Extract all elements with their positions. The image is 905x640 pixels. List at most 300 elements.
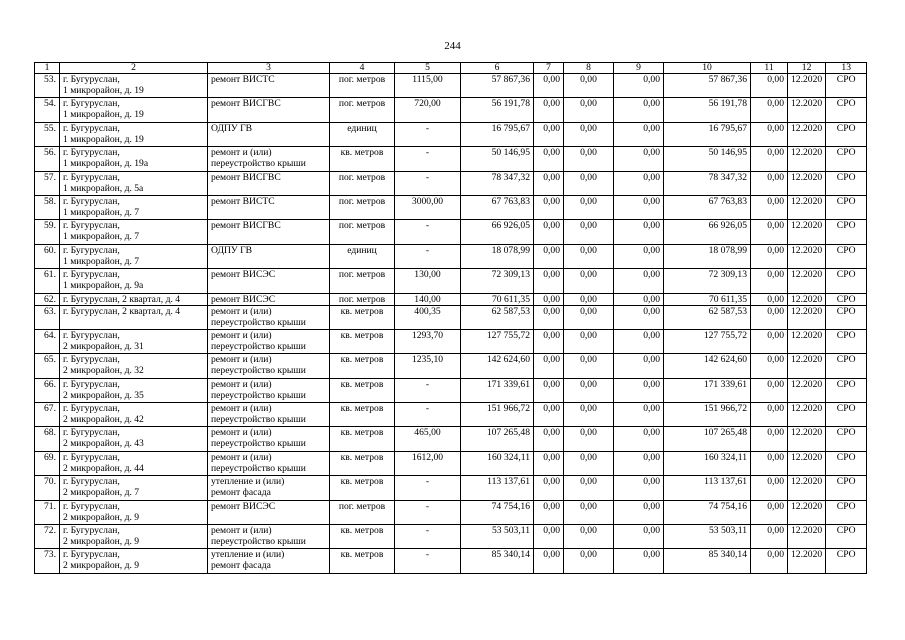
funding-source-cell: СРО xyxy=(826,147,867,171)
funding-source-cell: СРО xyxy=(826,74,867,98)
repair-schedule-table xyxy=(34,62,867,574)
table-row xyxy=(35,378,867,402)
completion-date-cell: 12.2020 xyxy=(788,269,826,293)
work-type-line: переустройство крыши xyxy=(211,316,306,328)
address-line: 2 микрорайон, д. 35 xyxy=(63,389,144,401)
funding-source-cell: СРО xyxy=(826,403,867,427)
column-10-cell: 66 926,05 xyxy=(664,220,751,244)
table-row xyxy=(35,476,867,500)
column-10-cell: 56 191,78 xyxy=(664,98,751,122)
address-cell xyxy=(60,354,208,378)
column-8-cell: 0,00 xyxy=(564,220,614,244)
table-row xyxy=(35,171,867,195)
row-number-cell: 63. xyxy=(35,305,60,329)
column-11-cell: 0,00 xyxy=(751,74,788,98)
table-row xyxy=(35,220,867,244)
total-cost-cell: 142 624,60 xyxy=(461,354,534,378)
funding-source-cell: СРО xyxy=(826,427,867,451)
total-cost-cell: 57 867,36 xyxy=(461,74,534,98)
column-10-cell: 18 078,99 xyxy=(664,244,751,268)
table-row xyxy=(35,122,867,146)
work-type-line: утепление и (или) xyxy=(211,476,285,488)
total-cost-cell: 70 611,35 xyxy=(461,293,534,305)
column-8-cell: 0,00 xyxy=(564,147,614,171)
row-number-cell: 58. xyxy=(35,195,60,219)
completion-date-cell: 12.2020 xyxy=(788,147,826,171)
work-type-line: переустройство крыши xyxy=(211,158,306,170)
address-line: г. Бугуруслан, xyxy=(63,122,120,134)
completion-date-cell: 12.2020 xyxy=(788,195,826,219)
total-cost-cell: 62 587,53 xyxy=(461,305,534,329)
unit-cell: кв. метров xyxy=(330,354,395,378)
address-line: 2 микрорайон, д. 31 xyxy=(63,340,144,352)
column-7-cell: 0,00 xyxy=(534,293,564,305)
funding-source-cell: СРО xyxy=(826,269,867,293)
work-type-line: переустройство крыши xyxy=(211,414,306,426)
row-number-cell: 56. xyxy=(35,147,60,171)
work-type-line: ремонт и (или) xyxy=(211,403,272,415)
column-10-cell: 72 309,13 xyxy=(664,269,751,293)
address-line: г. Бугуруслан, xyxy=(63,269,120,281)
work-type-line: ремонт и (или) xyxy=(211,378,272,390)
column-10-cell: 53 503,11 xyxy=(664,525,751,549)
column-8-cell: 0,00 xyxy=(564,74,614,98)
completion-date-cell: 12.2020 xyxy=(788,525,826,549)
unit-cell: пог. метров xyxy=(330,269,395,293)
volume-cell: 130,00 xyxy=(395,269,461,293)
total-cost-cell: 160 324,11 xyxy=(461,451,534,475)
table-row xyxy=(35,354,867,378)
address-cell xyxy=(60,293,208,305)
work-type-line: утепление и (или) xyxy=(211,549,285,561)
work-type-cell xyxy=(208,403,330,427)
completion-date-cell: 12.2020 xyxy=(788,74,826,98)
column-10-cell: 151 966,72 xyxy=(664,403,751,427)
completion-date-cell: 12.2020 xyxy=(788,122,826,146)
work-type-cell xyxy=(208,378,330,402)
work-type-cell xyxy=(208,525,330,549)
work-type-line: ремонт ВИСЭС xyxy=(211,500,276,512)
address-line: г. Бугуруслан, xyxy=(63,476,120,488)
column-8-cell: 0,00 xyxy=(564,305,614,329)
column-11-cell: 0,00 xyxy=(751,195,788,219)
unit-cell: кв. метров xyxy=(330,378,395,402)
column-number-7: 7 xyxy=(534,63,564,74)
total-cost-cell: 151 966,72 xyxy=(461,403,534,427)
address-cell xyxy=(60,269,208,293)
completion-date-cell: 12.2020 xyxy=(788,244,826,268)
volume-cell: - xyxy=(395,220,461,244)
column-8-cell: 0,00 xyxy=(564,171,614,195)
work-type-cell xyxy=(208,329,330,353)
volume-cell: - xyxy=(395,147,461,171)
column-9-cell: 0,00 xyxy=(614,427,664,451)
row-number-cell: 60. xyxy=(35,244,60,268)
unit-cell: кв. метров xyxy=(330,329,395,353)
column-number-2: 2 xyxy=(60,63,208,74)
column-number-6: 6 xyxy=(461,63,534,74)
column-8-cell: 0,00 xyxy=(564,98,614,122)
table-row xyxy=(35,269,867,293)
unit-cell: пог. метров xyxy=(330,293,395,305)
volume-cell: - xyxy=(395,525,461,549)
completion-date-cell: 12.2020 xyxy=(788,427,826,451)
address-cell xyxy=(60,427,208,451)
completion-date-cell: 12.2020 xyxy=(788,476,826,500)
work-type-line: ремонт и (или) xyxy=(211,451,272,463)
work-type-line: переустройство крыши xyxy=(211,536,306,548)
column-8-cell: 0,00 xyxy=(564,293,614,305)
work-type-line: ремонт и (или) xyxy=(211,147,272,159)
column-8-cell: 0,00 xyxy=(564,354,614,378)
column-9-cell: 0,00 xyxy=(614,269,664,293)
volume-cell: 720,00 xyxy=(395,98,461,122)
address-cell xyxy=(60,305,208,329)
row-number-cell: 54. xyxy=(35,98,60,122)
column-7-cell: 0,00 xyxy=(534,305,564,329)
volume-cell: 1612,00 xyxy=(395,451,461,475)
unit-cell: кв. метров xyxy=(330,403,395,427)
column-7-cell: 0,00 xyxy=(534,220,564,244)
work-type-cell xyxy=(208,147,330,171)
work-type-line: ремонт и (или) xyxy=(211,525,272,537)
unit-cell: пог. метров xyxy=(330,98,395,122)
column-8-cell: 0,00 xyxy=(564,476,614,500)
work-type-line: ОДПУ ГВ xyxy=(211,122,253,134)
work-type-line: ремонт и (или) xyxy=(211,329,272,341)
address-line: 2 микрорайон, д. 44 xyxy=(63,462,144,474)
column-7-cell: 0,00 xyxy=(534,354,564,378)
address-line: 1 микрорайон, д. 19 xyxy=(63,109,144,121)
row-number-cell: 62. xyxy=(35,293,60,305)
address-line: 1 микрорайон, д. 19а xyxy=(63,158,149,170)
column-number-8: 8 xyxy=(564,63,614,74)
funding-source-cell: СРО xyxy=(826,525,867,549)
column-9-cell: 0,00 xyxy=(614,305,664,329)
column-8-cell: 0,00 xyxy=(564,403,614,427)
work-type-line: ремонт ВИСГВС xyxy=(211,98,281,110)
address-cell xyxy=(60,476,208,500)
work-type-line: ремонт ВИСТС xyxy=(211,195,275,207)
total-cost-cell: 16 795,67 xyxy=(461,122,534,146)
column-7-cell: 0,00 xyxy=(534,549,564,573)
address-cell xyxy=(60,329,208,353)
row-number-cell: 67. xyxy=(35,403,60,427)
row-number-cell: 64. xyxy=(35,329,60,353)
column-9-cell: 0,00 xyxy=(614,220,664,244)
total-cost-cell: 113 137,61 xyxy=(461,476,534,500)
funding-source-cell: СРО xyxy=(826,98,867,122)
column-10-cell: 16 795,67 xyxy=(664,122,751,146)
column-7-cell: 0,00 xyxy=(534,171,564,195)
column-10-cell: 107 265,48 xyxy=(664,427,751,451)
volume-cell: - xyxy=(395,122,461,146)
work-type-line: ремонт ВИСГВС xyxy=(211,171,281,183)
table-row xyxy=(35,329,867,353)
unit-cell: пог. метров xyxy=(330,500,395,524)
column-9-cell: 0,00 xyxy=(614,354,664,378)
column-8-cell: 0,00 xyxy=(564,378,614,402)
column-11-cell: 0,00 xyxy=(751,269,788,293)
address-cell xyxy=(60,195,208,219)
column-10-cell: 85 340,14 xyxy=(664,549,751,573)
funding-source-cell: СРО xyxy=(826,549,867,573)
column-7-cell: 0,00 xyxy=(534,329,564,353)
row-number-cell: 55. xyxy=(35,122,60,146)
work-type-line: ремонт ВИСТС xyxy=(211,74,275,85)
address-line: 2 микрорайон, д. 32 xyxy=(63,365,144,377)
column-11-cell: 0,00 xyxy=(751,427,788,451)
table-row xyxy=(35,305,867,329)
column-7-cell: 0,00 xyxy=(534,147,564,171)
funding-source-cell: СРО xyxy=(826,500,867,524)
volume-cell: - xyxy=(395,549,461,573)
volume-cell: - xyxy=(395,500,461,524)
work-type-cell xyxy=(208,500,330,524)
column-10-cell: 50 146,95 xyxy=(664,147,751,171)
column-8-cell: 0,00 xyxy=(564,329,614,353)
address-cell xyxy=(60,500,208,524)
table-body xyxy=(35,74,867,574)
column-11-cell: 0,00 xyxy=(751,293,788,305)
work-type-cell xyxy=(208,451,330,475)
row-number-cell: 61. xyxy=(35,269,60,293)
column-11-cell: 0,00 xyxy=(751,244,788,268)
work-type-line: ремонт и (или) xyxy=(211,354,272,366)
completion-date-cell: 12.2020 xyxy=(788,329,826,353)
work-type-line: переустройство крыши xyxy=(211,389,306,401)
funding-source-cell: СРО xyxy=(826,195,867,219)
work-type-cell xyxy=(208,244,330,268)
table-row xyxy=(35,525,867,549)
completion-date-cell: 12.2020 xyxy=(788,451,826,475)
work-type-cell xyxy=(208,293,330,305)
address-line: г. Бугуруслан, xyxy=(63,378,120,390)
completion-date-cell: 12.2020 xyxy=(788,305,826,329)
work-type-cell xyxy=(208,98,330,122)
column-number-1: 1 xyxy=(35,63,60,74)
column-number-row xyxy=(35,63,867,74)
column-number-5: 5 xyxy=(395,63,461,74)
work-type-cell xyxy=(208,354,330,378)
column-9-cell: 0,00 xyxy=(614,195,664,219)
volume-cell: 1293,70 xyxy=(395,329,461,353)
column-7-cell: 0,00 xyxy=(534,74,564,98)
column-number-11: 11 xyxy=(751,63,788,74)
unit-cell: кв. метров xyxy=(330,549,395,573)
completion-date-cell: 12.2020 xyxy=(788,293,826,305)
column-7-cell: 0,00 xyxy=(534,525,564,549)
column-11-cell: 0,00 xyxy=(751,354,788,378)
work-type-line: ремонт и (или) xyxy=(211,427,272,439)
total-cost-cell: 78 347,32 xyxy=(461,171,534,195)
address-line: 1 микрорайон, д. 7 xyxy=(63,255,140,267)
row-number-cell: 68. xyxy=(35,427,60,451)
column-10-cell: 62 587,53 xyxy=(664,305,751,329)
address-line: г. Бугуруслан, 2 квартал, д. 4 xyxy=(63,293,181,305)
column-8-cell: 0,00 xyxy=(564,549,614,573)
column-11-cell: 0,00 xyxy=(751,549,788,573)
work-type-line: переустройство крыши xyxy=(211,462,306,474)
row-number-cell: 73. xyxy=(35,549,60,573)
column-10-cell: 70 611,35 xyxy=(664,293,751,305)
address-cell xyxy=(60,549,208,573)
unit-cell: кв. метров xyxy=(330,305,395,329)
page-number: 244 xyxy=(444,40,461,52)
total-cost-cell: 107 265,48 xyxy=(461,427,534,451)
completion-date-cell: 12.2020 xyxy=(788,354,826,378)
address-line: 1 микрорайон, д. 7 xyxy=(63,231,140,243)
work-type-line: ремонт фасада xyxy=(211,487,271,499)
total-cost-cell: 72 309,13 xyxy=(461,269,534,293)
column-11-cell: 0,00 xyxy=(751,476,788,500)
row-number-cell: 57. xyxy=(35,171,60,195)
address-line: 1 микрорайон, д. 19 xyxy=(63,133,144,145)
address-line: г. Бугуруслан, xyxy=(63,74,120,85)
completion-date-cell: 12.2020 xyxy=(788,403,826,427)
completion-date-cell: 12.2020 xyxy=(788,220,826,244)
address-cell xyxy=(60,451,208,475)
total-cost-cell: 171 339,61 xyxy=(461,378,534,402)
column-11-cell: 0,00 xyxy=(751,378,788,402)
completion-date-cell: 12.2020 xyxy=(788,98,826,122)
column-9-cell: 0,00 xyxy=(614,122,664,146)
column-9-cell: 0,00 xyxy=(614,378,664,402)
column-7-cell: 0,00 xyxy=(534,451,564,475)
work-type-line: ремонт ВИСГВС xyxy=(211,220,281,232)
address-line: 2 микрорайон, д. 7 xyxy=(63,487,140,499)
total-cost-cell: 66 926,05 xyxy=(461,220,534,244)
column-number-9: 9 xyxy=(614,63,664,74)
work-type-line: ОДПУ ГВ xyxy=(211,244,253,256)
volume-cell: - xyxy=(395,244,461,268)
unit-cell: пог. метров xyxy=(330,171,395,195)
funding-source-cell: СРО xyxy=(826,305,867,329)
address-line: г. Бугуруслан, xyxy=(63,220,120,232)
total-cost-cell: 18 078,99 xyxy=(461,244,534,268)
unit-cell: кв. метров xyxy=(330,451,395,475)
table-row xyxy=(35,549,867,573)
address-line: г. Бугуруслан, xyxy=(63,500,120,512)
column-7-cell: 0,00 xyxy=(534,403,564,427)
volume-cell: - xyxy=(395,171,461,195)
work-type-cell xyxy=(208,549,330,573)
address-line: г. Бугуруслан, 2 квартал, д. 4 xyxy=(63,305,181,317)
column-11-cell: 0,00 xyxy=(751,451,788,475)
funding-source-cell: СРО xyxy=(826,476,867,500)
row-number-cell: 70. xyxy=(35,476,60,500)
column-9-cell: 0,00 xyxy=(614,244,664,268)
unit-cell: единиц xyxy=(330,244,395,268)
address-cell xyxy=(60,244,208,268)
column-9-cell: 0,00 xyxy=(614,525,664,549)
total-cost-cell: 85 340,14 xyxy=(461,549,534,573)
funding-source-cell: СРО xyxy=(826,171,867,195)
address-line: г. Бугуруслан, xyxy=(63,451,120,463)
work-type-cell xyxy=(208,171,330,195)
column-8-cell: 0,00 xyxy=(564,500,614,524)
work-type-line: переустройство крыши xyxy=(211,340,306,352)
address-line: 2 микрорайон, д. 42 xyxy=(63,414,144,426)
column-11-cell: 0,00 xyxy=(751,220,788,244)
column-8-cell: 0,00 xyxy=(564,122,614,146)
column-10-cell: 67 763,83 xyxy=(664,195,751,219)
total-cost-cell: 56 191,78 xyxy=(461,98,534,122)
funding-source-cell: СРО xyxy=(826,378,867,402)
column-11-cell: 0,00 xyxy=(751,122,788,146)
unit-cell: кв. метров xyxy=(330,525,395,549)
column-11-cell: 0,00 xyxy=(751,525,788,549)
work-type-cell xyxy=(208,195,330,219)
column-10-cell: 127 755,72 xyxy=(664,329,751,353)
column-9-cell: 0,00 xyxy=(614,549,664,573)
row-number-cell: 69. xyxy=(35,451,60,475)
row-number-cell: 72. xyxy=(35,525,60,549)
column-9-cell: 0,00 xyxy=(614,451,664,475)
column-9-cell: 0,00 xyxy=(614,293,664,305)
work-type-line: переустройство крыши xyxy=(211,438,306,450)
column-10-cell: 74 754,16 xyxy=(664,500,751,524)
column-8-cell: 0,00 xyxy=(564,244,614,268)
address-line: 1 микрорайон, д. 5а xyxy=(63,182,144,194)
row-number-cell: 59. xyxy=(35,220,60,244)
column-9-cell: 0,00 xyxy=(614,476,664,500)
row-number-cell: 65. xyxy=(35,354,60,378)
row-number-cell: 53. xyxy=(35,74,60,98)
column-number-13: 13 xyxy=(826,63,867,74)
work-type-cell xyxy=(208,427,330,451)
column-11-cell: 0,00 xyxy=(751,147,788,171)
volume-cell: - xyxy=(395,378,461,402)
address-line: 2 микрорайон, д. 9 xyxy=(63,560,140,572)
work-type-cell xyxy=(208,476,330,500)
total-cost-cell: 67 763,83 xyxy=(461,195,534,219)
volume-cell: 1115,00 xyxy=(395,74,461,98)
column-9-cell: 0,00 xyxy=(614,171,664,195)
volume-cell: - xyxy=(395,403,461,427)
column-7-cell: 0,00 xyxy=(534,244,564,268)
column-8-cell: 0,00 xyxy=(564,195,614,219)
column-11-cell: 0,00 xyxy=(751,305,788,329)
column-number-12: 12 xyxy=(788,63,826,74)
column-number-4: 4 xyxy=(330,63,395,74)
column-9-cell: 0,00 xyxy=(614,500,664,524)
completion-date-cell: 12.2020 xyxy=(788,549,826,573)
row-number-cell: 66. xyxy=(35,378,60,402)
column-7-cell: 0,00 xyxy=(534,378,564,402)
column-7-cell: 0,00 xyxy=(534,427,564,451)
column-9-cell: 0,00 xyxy=(614,147,664,171)
completion-date-cell: 12.2020 xyxy=(788,171,826,195)
column-10-cell: 160 324,11 xyxy=(664,451,751,475)
funding-source-cell: СРО xyxy=(826,329,867,353)
unit-cell: кв. метров xyxy=(330,476,395,500)
unit-cell: кв. метров xyxy=(330,427,395,451)
unit-cell: пог. метров xyxy=(330,74,395,98)
column-8-cell: 0,00 xyxy=(564,269,614,293)
address-line: г. Бугуруслан, xyxy=(63,171,120,183)
funding-source-cell: СРО xyxy=(826,293,867,305)
column-11-cell: 0,00 xyxy=(751,98,788,122)
work-type-cell xyxy=(208,122,330,146)
total-cost-cell: 53 503,11 xyxy=(461,525,534,549)
address-cell xyxy=(60,220,208,244)
column-9-cell: 0,00 xyxy=(614,98,664,122)
address-line: 2 микрорайон, д. 9 xyxy=(63,536,140,548)
column-7-cell: 0,00 xyxy=(534,122,564,146)
column-9-cell: 0,00 xyxy=(614,74,664,98)
column-11-cell: 0,00 xyxy=(751,500,788,524)
